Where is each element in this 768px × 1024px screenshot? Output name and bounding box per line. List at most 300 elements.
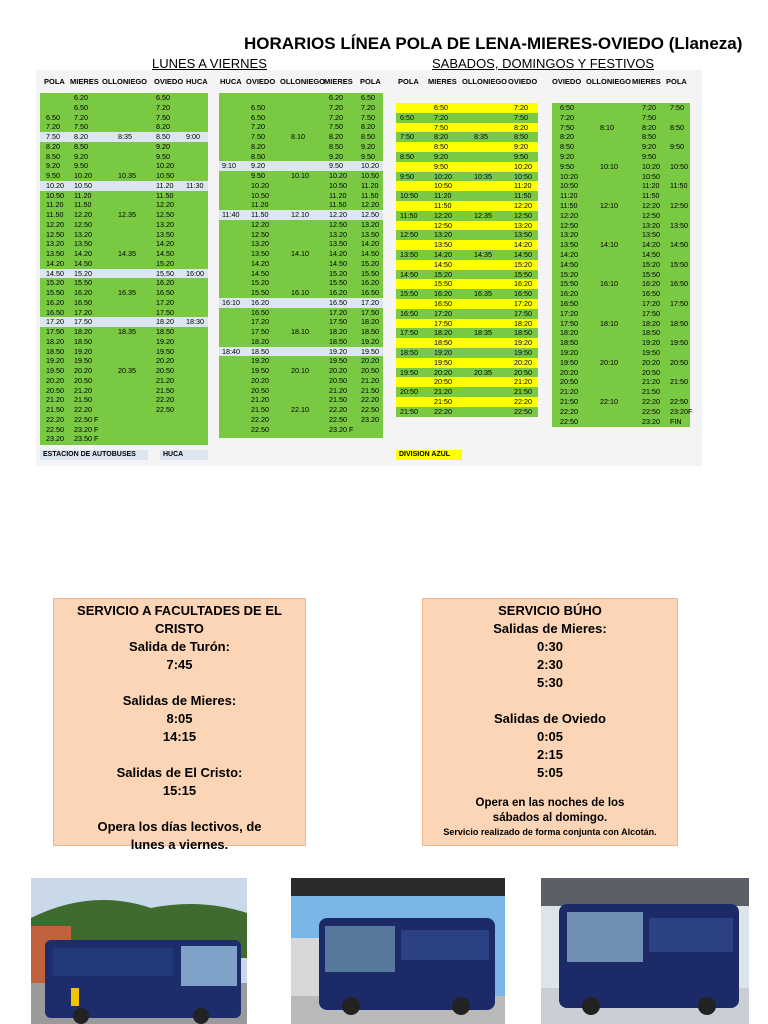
time-cell: 22:50 [642, 406, 660, 416]
table-row [552, 358, 690, 368]
table-row [40, 327, 208, 337]
time-cell: 19:20 [434, 348, 452, 357]
time-cell: 13:50 [434, 240, 452, 250]
time-cell: 16.20 [74, 288, 92, 297]
time-cell: 15:50 [400, 289, 418, 299]
table-row [552, 191, 690, 201]
box-line: 14:15 [162, 729, 197, 744]
table-row [40, 171, 208, 181]
time-cell: 10.10 [291, 171, 309, 180]
time-cell: 21:20 [560, 387, 578, 397]
box-line: Salidas de Mieres: [122, 693, 237, 708]
time-cell: 7:20 [560, 112, 574, 122]
table-row [219, 122, 383, 132]
time-cell: 10.20 [329, 171, 347, 180]
time-cell: 16.50 [46, 307, 64, 317]
table-row [396, 211, 538, 221]
time-cell: 13.50 [329, 239, 347, 249]
time-cell: 16:50 [670, 279, 688, 289]
table-row [219, 142, 383, 152]
time-cell: 12.50 [361, 210, 379, 219]
time-cell: 19:50 [642, 348, 660, 357]
time-cell: 14:50 [400, 269, 418, 279]
time-cell: 17.20 [361, 297, 379, 307]
time-cell: 18:20 [560, 328, 578, 338]
time-cell: 19.50 [251, 366, 269, 375]
time-cell: 10:20 [434, 171, 452, 181]
time-cell: 7:20 [434, 112, 448, 122]
time-cell: 10:20 [560, 171, 578, 181]
column-header: MIERES [632, 77, 661, 86]
table-row [552, 387, 690, 397]
time-cell: 8:20 [514, 122, 528, 132]
table-row [552, 309, 690, 319]
box-line: 7:45 [166, 657, 193, 672]
time-cell: 22.10 [291, 405, 309, 414]
box-line: 0:30 [536, 639, 564, 654]
time-cell: 16:10 [222, 297, 240, 307]
table-row [40, 142, 208, 152]
time-cell: 22:50 [514, 406, 532, 416]
time-cell: 11:20 [642, 181, 660, 191]
box-spacer [423, 782, 677, 796]
time-cell: 16.50 [329, 297, 347, 307]
table-row [40, 132, 208, 142]
table-row [219, 161, 383, 171]
time-cell: 20:20 [560, 367, 578, 377]
table-row [219, 171, 383, 181]
time-cell: 13.50 [156, 229, 174, 239]
time-cell: 15.50 [251, 288, 269, 297]
time-cell: 13.50 [74, 239, 92, 249]
time-cell: 22:20 [642, 397, 660, 406]
table-row [40, 298, 208, 308]
box-line: 0:05 [536, 729, 564, 744]
table-row [219, 200, 383, 210]
column-header: POLA [44, 77, 65, 86]
time-cell: 18.50 [156, 327, 174, 336]
time-cell: 19:50 [670, 338, 688, 348]
time-cell: 11.50 [251, 210, 269, 219]
time-cell: 12.35 [118, 210, 136, 219]
time-cell: 7:20 [642, 103, 656, 112]
time-cell: 13.20 [156, 219, 174, 229]
time-cell: 17.50 [251, 327, 269, 336]
box-note: Opera en las noches de los sábados al domingo. [475, 797, 625, 824]
time-cell: 9:20 [560, 152, 574, 161]
time-cell: 10.20 [74, 171, 92, 180]
time-cell: 11.20 [46, 200, 64, 210]
table-row [219, 347, 383, 357]
table-row [219, 239, 383, 249]
table-row [396, 181, 538, 191]
time-cell: 7:50 [670, 103, 684, 112]
time-cell: 8.20 [329, 132, 343, 141]
time-cell: 10:50 [514, 171, 532, 181]
time-cell: 9.50 [46, 171, 60, 180]
time-cell: 17.50 [46, 327, 64, 336]
time-cell: 22.20 [46, 414, 64, 424]
time-cell: 12.20 [156, 200, 174, 210]
time-cell: 18.50 [46, 346, 64, 356]
time-cell: 15.20 [74, 268, 92, 278]
time-cell: 14.50 [74, 258, 92, 268]
time-cell: 9.50 [329, 161, 343, 171]
table-row [396, 377, 538, 387]
time-cell: 8.20 [74, 132, 88, 141]
time-cell: 12.20 [251, 219, 269, 229]
time-cell: 7.50 [361, 112, 375, 122]
time-cell: 6.20 [74, 93, 88, 102]
time-cell: 14.50 [251, 268, 269, 278]
time-cell: 19.50 [74, 356, 92, 366]
time-cell: 21.20 [251, 395, 269, 405]
table-row [396, 142, 538, 152]
time-cell: 13:20 [514, 220, 532, 230]
time-cell: 14:20 [514, 240, 532, 250]
table-row [396, 387, 538, 397]
time-cell: 10:50 [400, 191, 418, 201]
time-cell: 17.50 [361, 307, 379, 317]
table-row [219, 103, 383, 113]
time-cell: 16.10 [291, 288, 309, 297]
box-line: Salidas de Mieres: [493, 621, 607, 636]
time-cell: 20.50 [329, 375, 347, 385]
column-header: POLA [398, 77, 419, 86]
time-cell: 13.50 [251, 249, 269, 258]
time-cell: 9.20 [361, 141, 375, 151]
time-cell: 7.20 [251, 122, 265, 132]
table-row [396, 123, 538, 133]
time-cell: 17:50 [670, 299, 688, 308]
time-cell: 12:50 [400, 230, 418, 240]
time-cell: 9:50 [560, 161, 574, 171]
table-row [219, 113, 383, 123]
time-cell: 15:20 [434, 269, 452, 279]
time-cell: 21:50 [670, 377, 688, 387]
time-cell: 14.20 [46, 258, 64, 268]
table-row [40, 93, 208, 103]
time-cell: 7.20 [46, 122, 60, 132]
time-cell: 18:20 [514, 318, 532, 328]
time-cell: 15.50 [329, 278, 347, 288]
column-header: OLLONIEGO [462, 77, 507, 86]
time-cell: 7:20 [514, 103, 528, 112]
time-cell: FIN [670, 416, 682, 426]
footer-bus-station: ESTACION DE AUTOBUSES [40, 450, 148, 460]
time-cell: 8:50 [560, 142, 574, 152]
time-cell: 10.50 [361, 171, 379, 180]
table-row [396, 407, 538, 417]
time-cell: 7.50 [46, 132, 60, 141]
time-cell: 8:50 [670, 122, 684, 132]
time-cell: 12:50 [670, 201, 688, 210]
table-row [396, 152, 538, 162]
table-row [219, 288, 383, 298]
table-row [219, 298, 383, 308]
time-cell: 19.20 [251, 356, 269, 366]
time-cell: 16.20 [329, 288, 347, 297]
time-cell: 10:20 [642, 161, 660, 171]
time-cell: 23.20 [361, 414, 379, 424]
time-cell: 16.35 [118, 288, 136, 297]
table-row [552, 319, 690, 329]
time-cell: 11:50 [434, 201, 452, 210]
time-cell: 8.20 [251, 141, 265, 151]
table-row [552, 113, 690, 123]
time-cell: 13.20 [74, 229, 92, 239]
table-row [219, 386, 383, 396]
table-row [40, 415, 208, 425]
time-cell: 14:20 [560, 250, 578, 259]
time-cell: 8:50 [514, 132, 528, 142]
time-cell: 15.50 [74, 278, 92, 288]
time-cell: 9:50 [400, 171, 414, 181]
time-cell: 18.50 [361, 327, 379, 336]
time-cell: 16.20 [46, 297, 64, 307]
table-row [552, 289, 690, 299]
time-cell: 9.50 [251, 171, 265, 180]
time-cell: 19.20 [156, 336, 174, 346]
time-cell: 16.50 [251, 307, 269, 317]
time-cell: 12.20 [329, 210, 347, 219]
time-cell: 12.50 [156, 210, 174, 219]
time-cell: 11:50 [642, 191, 660, 201]
time-cell: 11:50 [670, 181, 688, 191]
time-cell: 19.50 [361, 346, 379, 356]
time-cell: 17:20 [560, 308, 578, 318]
time-cell: 15:20 [560, 269, 578, 279]
time-cell: 22.20 [74, 405, 92, 414]
box-note: Opera los días lectivos, de lunes a viernes. [97, 819, 262, 852]
table-row [396, 270, 538, 280]
time-cell: 19.20 [361, 336, 379, 346]
time-cell: 17:50 [400, 328, 418, 338]
table-row [40, 161, 208, 171]
time-cell: 9:20 [514, 142, 528, 152]
bus-photo-3 [541, 878, 749, 1024]
time-cell: 11:50 [560, 201, 578, 210]
table-row [552, 406, 693, 417]
time-cell: 18:40 [222, 346, 240, 356]
time-cell: 13:20 [560, 230, 578, 240]
time-cell: 23:20 [642, 416, 660, 426]
time-cell: 16.20 [361, 278, 379, 288]
time-cell: 14.20 [251, 258, 269, 268]
time-cell: 11.20 [329, 190, 347, 200]
time-cell: 6.50 [251, 102, 265, 112]
table-row [40, 386, 208, 396]
time-cell: 17.20 [251, 317, 269, 327]
time-cell: 9.20 [74, 151, 88, 161]
time-cell: 9:50 [642, 152, 656, 161]
time-cell: 19:20 [514, 338, 532, 348]
time-cell: 22:50 [670, 397, 688, 406]
time-cell: 9:10 [222, 161, 236, 171]
table-row [396, 103, 538, 113]
time-cell: 19:50 [560, 357, 578, 367]
time-cell: 20.20 [251, 375, 269, 385]
time-cell: 21.50 [46, 405, 64, 414]
time-cell: 15:50 [670, 259, 688, 269]
box-spacer [54, 674, 305, 692]
table-row [40, 210, 208, 220]
time-cell: 22.20 [329, 405, 347, 414]
time-cell: 19:20 [642, 338, 660, 348]
time-cell: 15:50 [642, 269, 660, 279]
time-cell: 10:10 [600, 161, 618, 171]
time-cell: 12.50 [46, 229, 64, 239]
weekend-title: SABADOS, DOMINGOS Y FESTIVOS [432, 56, 655, 71]
time-cell: 12:50 [642, 210, 660, 220]
time-cell: 18:20 [642, 318, 660, 328]
table-row [552, 270, 690, 280]
time-cell: 8.20 [361, 122, 375, 132]
time-cell: 16:50 [642, 289, 660, 299]
table-row [219, 308, 383, 318]
table-row [552, 142, 690, 152]
table-row [40, 122, 208, 132]
time-cell: 20:10 [600, 357, 618, 367]
time-cell: 8:35 [118, 132, 132, 141]
box-heading: SERVICIO BÚHO [498, 603, 602, 618]
time-cell: 13:50 [670, 220, 688, 230]
time-cell: 19.20 [329, 346, 347, 356]
weekday-outbound-table [40, 93, 208, 445]
table-row [396, 230, 538, 240]
time-cell: 11.20 [251, 200, 269, 210]
time-cell: 8.20 [156, 122, 170, 132]
time-cell: 17:20 [434, 308, 452, 318]
time-cell: 9:20 [642, 142, 656, 152]
time-cell: 10.50 [329, 180, 347, 190]
time-cell: 18.20 [74, 327, 92, 336]
time-cell: 15:50 [560, 279, 578, 289]
time-cell: 20.20 [74, 366, 92, 375]
table-row [396, 309, 538, 319]
time-cell: 17.20 [329, 307, 347, 317]
time-cell: 14:50 [434, 259, 452, 269]
time-cell: 20:50 [642, 367, 660, 377]
time-cell: 14.20 [361, 239, 379, 249]
time-cell: 14:50 [560, 259, 578, 269]
table-row [219, 415, 383, 425]
time-cell: 10:20 [514, 161, 532, 171]
table-row [40, 405, 208, 415]
time-cell: 20:50 [514, 367, 532, 377]
table-row [552, 377, 690, 387]
time-cell: 11:20 [560, 191, 578, 201]
column-header: OVIEDO [552, 77, 582, 86]
time-cell: 20:20 [514, 357, 532, 367]
time-cell: 13.20 [46, 239, 64, 249]
page-title: HORARIOS LÍNEA POLA DE LENA-MIERES-OVIEDO (Llaneza) [244, 34, 743, 53]
time-cell: 19:20 [560, 348, 578, 357]
time-cell: 7.50 [251, 132, 265, 141]
time-cell: 8.10 [291, 132, 305, 141]
time-cell: 11:30 [186, 180, 204, 190]
table-row [552, 348, 690, 358]
time-cell: 12:20 [514, 201, 532, 210]
time-cell: 14.20 [74, 249, 92, 258]
weekend-return-table [552, 103, 693, 427]
time-cell: 22.50 [156, 405, 174, 414]
time-cell: 20.50 [74, 375, 92, 385]
time-cell: 21:50 [400, 406, 418, 416]
time-cell: 19.20 [74, 346, 92, 356]
time-cell: 12.10 [291, 210, 309, 219]
table-row [40, 347, 208, 357]
time-cell: 11.50 [361, 190, 379, 200]
weekday-return-table [219, 93, 383, 438]
time-cell: 6:50 [434, 103, 448, 112]
time-cell: 18:20 [434, 328, 452, 338]
time-cell: 19:50 [400, 367, 418, 377]
time-cell: 18:50 [642, 328, 660, 338]
time-cell: 22.20 [361, 395, 379, 405]
table-row [40, 434, 208, 444]
column-header: POLA [360, 77, 381, 86]
table-row [219, 356, 383, 366]
time-cell: 21.20 [74, 385, 92, 395]
table-row [219, 366, 383, 376]
time-cell: 19.50 [329, 356, 347, 366]
time-cell: 12:50 [560, 220, 578, 230]
table-row [40, 239, 208, 249]
time-cell: 8.20 [46, 141, 60, 151]
table-row [396, 319, 538, 329]
time-cell: 11.20 [361, 180, 379, 190]
table-row [219, 327, 383, 337]
table-row [396, 368, 538, 378]
time-cell: 12:20 [642, 201, 660, 210]
time-cell: 20.35 [118, 366, 136, 375]
table-row [396, 338, 538, 348]
box-line: 2:15 [536, 747, 564, 762]
time-cell: 16.50 [361, 288, 379, 297]
time-cell: 11:50 [400, 210, 418, 220]
time-cell: 9.20 [46, 161, 60, 171]
time-cell: 6.50 [74, 102, 88, 112]
table-row [396, 201, 538, 211]
time-cell: 11.20 [74, 190, 92, 200]
time-cell: 16:50 [434, 299, 452, 308]
time-cell: 7.20 [156, 102, 170, 112]
time-cell: 20.20 [156, 356, 174, 366]
table-row [219, 210, 383, 220]
time-cell: 14.50 [156, 249, 174, 258]
time-cell: 14.35 [118, 249, 136, 258]
time-cell: 10:50 [670, 161, 688, 171]
time-cell: 18:50 [670, 318, 688, 328]
time-cell: 10.50 [156, 171, 174, 180]
table-row [396, 132, 538, 142]
table-row [219, 249, 383, 259]
time-cell: 18.10 [291, 327, 309, 336]
time-cell: 13:50 [560, 240, 578, 250]
time-cell: 22:20 [434, 406, 452, 416]
time-cell: 12.20 [74, 210, 92, 219]
time-cell: 22:10 [600, 397, 618, 406]
time-cell: 6:50 [560, 103, 574, 112]
table-row [552, 338, 690, 348]
box-line: 2:30 [536, 657, 564, 672]
table-row [40, 288, 208, 298]
time-cell: 21.50 [329, 395, 347, 405]
time-cell: 22:50 [560, 416, 578, 426]
time-cell: 10.20 [156, 161, 174, 171]
table-row [219, 152, 383, 162]
